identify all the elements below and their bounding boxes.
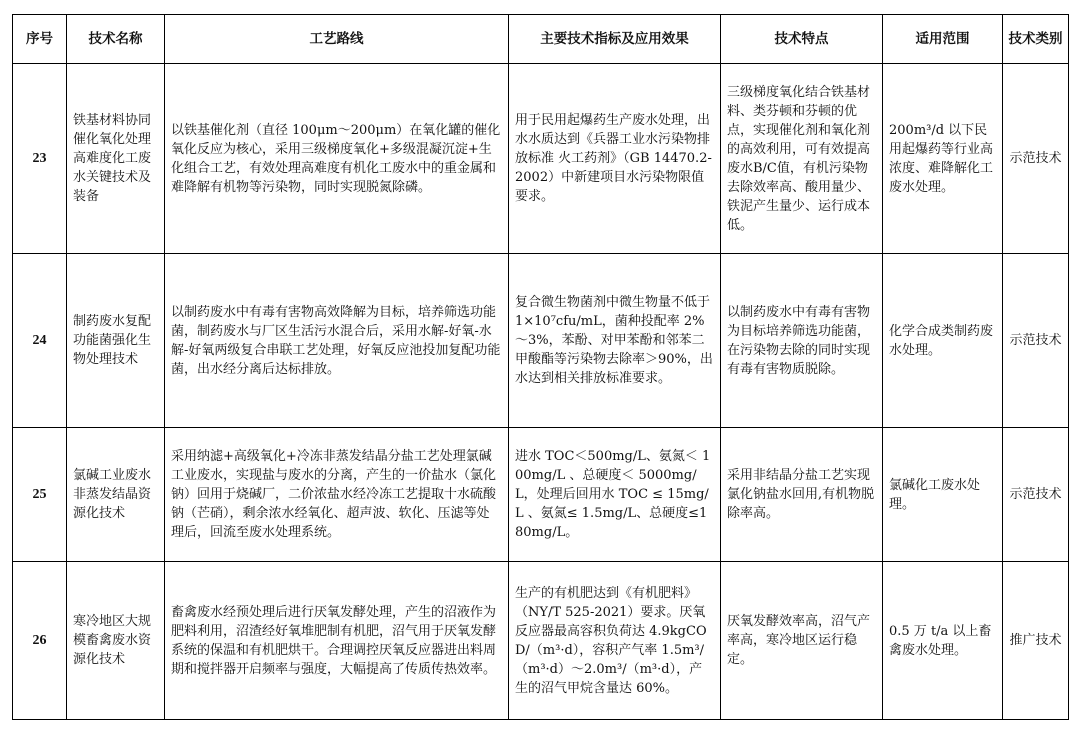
indicators: 复合微生物菌剂中微生物量不低于 1×10⁷cfu/mL，菌种投配率 2%～3%，苯酚、对甲苯酚和邻苯二甲酸酯等污染物去除率＞90%，出水达到相关排放标准要求。 [509,254,721,428]
features: 以制药废水中有毒有害物为目标培养筛选功能菌，在污染物去除的同时实现有毒有害物质脱除。 [721,254,883,428]
scope: 200m³/d 以下民用起爆药等行业高浓度、难降解化工废水处理。 [883,64,1003,254]
technology-table [12,14,1069,720]
table-row [13,562,1069,720]
table-row [13,428,1069,562]
category: 示范技术 [1003,64,1069,254]
row-index: 24 [13,254,67,428]
features: 采用非结晶分盐工艺实现氯化钠盐水回用,有机物脱除率高。 [721,428,883,562]
tech-name: 寒冷地区大规模畜禽废水资源化技术 [67,562,165,720]
indicators: 进水 TOC＜500mg/L、氨氮＜ 100mg/L 、总硬度＜ 5000mg/L，处理后回用水 TOC ≤ 15mg/L 、氨氮≤ 1.5mg/L、总硬度≤180mg/L。 [509,428,721,562]
row-index: 23 [13,64,67,254]
header-indicators: 主要技术指标及应用效果 [509,15,721,64]
header-process-route: 工艺路线 [165,15,509,64]
process-route: 畜禽废水经预处理后进行厌氧发酵处理，产生的沼液作为肥料利用，沼渣经好氧堆肥制有机肥，沼气用于厌氧发酵系统的保温和有机肥烘干。合理调控厌氧反应器进出料周期和搅拌器开启频率与强度，大幅提高了传质传热效率。 [165,562,509,720]
process-route: 以制药废水中有毒有害物高效降解为目标，培养筛选功能菌，制药废水与厂区生活污水混合后，采用水解-好氧-水解-好氧两级复合串联工艺处理，好氧反应池投加复配功能菌，出水经分离后达标排放。 [165,254,509,428]
row-index: 25 [13,428,67,562]
table-row [13,64,1069,254]
indicators: 生产的有机肥达到《有机肥料》（NY/T 525-2021）要求。厌氧反应器最高容积负荷达 4.9kgCOD/（m³·d），容积产气率 1.5m³/（m³·d）～2.0m³/（m³·d），产生的沼气甲烷含量达 60%。 [509,562,721,720]
header-category: 技术类别 [1003,15,1069,64]
features: 厌氧发酵效率高，沼气产率高，寒冷地区运行稳定。 [721,562,883,720]
tech-name: 制药废水复配功能菌强化生物处理技术 [67,254,165,428]
header-features: 技术特点 [721,15,883,64]
category: 示范技术 [1003,254,1069,428]
indicators: 用于民用起爆药生产废水处理，出水水质达到《兵器工业水污染物排放标准 火工药剂》（GB 14470.2-2002）中新建项目水污染物限值要求。 [509,64,721,254]
header-scope: 适用范围 [883,15,1003,64]
process-route: 采用纳滤+高级氧化+冷冻非蒸发结晶分盐工艺处理氯碱工业废水，实现盐与废水的分离，产生的一价盐水（氯化钠）回用于烧碱厂，二价浓盐水经冷冻工艺提取十水硫酸钠（芒硝），剩余浓水经氧化、超声波、软化、压滤等处理后，回流至废水处理系统。 [165,428,509,562]
row-index: 26 [13,562,67,720]
table-row [13,254,1069,428]
category: 推广技术 [1003,562,1069,720]
features: 三级梯度氧化结合铁基材料、类芬顿和芬顿的优点，实现催化剂和氧化剂的高效利用，可有效提高废水B/C值，有机污染物去除效率高、酸用量少、铁泥产生量少、运行成本低。 [721,64,883,254]
scope: 化学合成类制药废水处理。 [883,254,1003,428]
document-page [12,14,1068,720]
scope: 氯碱化工废水处理。 [883,428,1003,562]
table-header-row [13,15,1069,64]
header-tech-name: 技术名称 [67,15,165,64]
scope: 0.5 万 t/a 以上畜禽废水处理。 [883,562,1003,720]
tech-name: 铁基材料协同催化氧化处理高难度化工废水关键技术及装备 [67,64,165,254]
process-route: 以铁基催化剂（直径 100μm～200μm）在氧化罐的催化氧化反应为核心，采用三级梯度氧化+多级混凝沉淀+生化组合工艺，有效处理高难度有机化工废水中的重金属和难降解有机物等污染物，同时实现脱氮除磷。 [165,64,509,254]
category: 示范技术 [1003,428,1069,562]
header-index: 序号 [13,15,67,64]
tech-name: 氯碱工业废水非蒸发结晶资源化技术 [67,428,165,562]
